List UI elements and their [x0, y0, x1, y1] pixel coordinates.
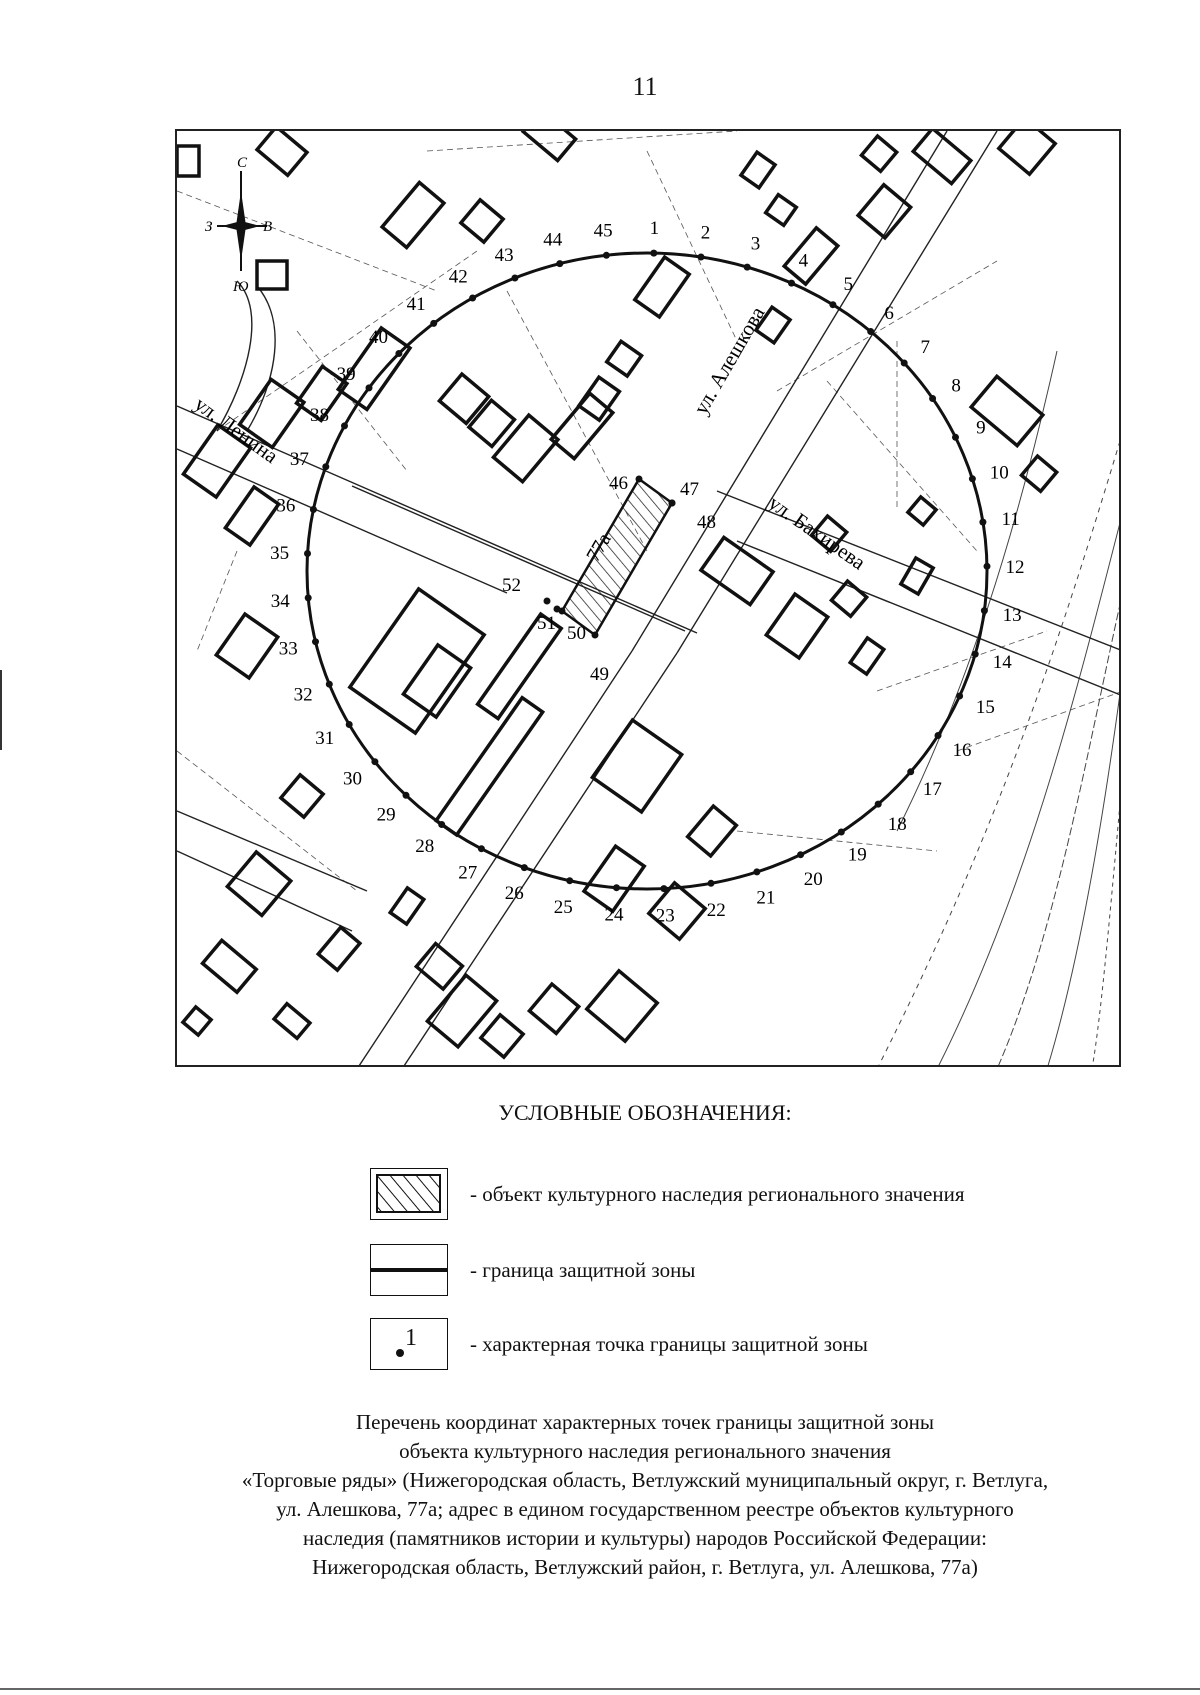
- boundary-point-label: 18: [887, 814, 907, 836]
- boundary-point-label: 24: [604, 904, 624, 926]
- boundary-point-14: [972, 651, 979, 658]
- coordinates-caption: [120, 1408, 1170, 1582]
- boundary-point-31: [346, 721, 353, 728]
- boundary-point-label: 2: [700, 222, 711, 244]
- boundary-point-label: 31: [315, 728, 335, 749]
- object-point-51: [554, 606, 561, 613]
- boundary-point-label: 4: [798, 250, 809, 272]
- boundary-point-label: 14: [992, 651, 1012, 673]
- object-point-52: [544, 598, 551, 605]
- boundary-point-32: [326, 681, 333, 688]
- boundary-point-34: [305, 594, 312, 601]
- boundary-point-41: [430, 320, 437, 327]
- boundary-point-19: [838, 829, 845, 836]
- boundary-point-15: [956, 693, 963, 700]
- boundary-point-13: [981, 607, 988, 614]
- boundary-point-label: 30: [343, 768, 362, 790]
- boundary-point-label: 35: [270, 543, 290, 565]
- boundary-point-label: 32: [293, 684, 313, 706]
- boundary-point-11: [979, 519, 986, 526]
- caption-line: «Торговые ряды» (Нижегородская область, Ветлужский муниципальный округ, г. Ветлуга,: [241, 1468, 1049, 1492]
- boundary-point-label: 44: [543, 229, 563, 251]
- caption-line: ул. Алешкова, 77а; адрес в едином государственном реестре объектов культурного: [276, 1497, 1014, 1521]
- object-point-label: 49: [590, 664, 609, 685]
- compass-west: З: [205, 219, 213, 235]
- boundary-point-label: 41: [406, 294, 426, 316]
- boundary-point-label: 3: [750, 233, 761, 255]
- boundary-point-label: 22: [706, 899, 726, 921]
- boundary-point-label: 23: [655, 905, 675, 927]
- boundary-point-40: [395, 350, 402, 357]
- boundary-point-27: [478, 845, 485, 852]
- boundary-point-25: [566, 877, 573, 884]
- boundary-point-21: [753, 868, 760, 875]
- legend-text-boundary-point: - характерная точка границы защитной зоны: [470, 1331, 868, 1356]
- boundary-point-29: [403, 792, 410, 799]
- object-point-label: 51: [537, 613, 556, 634]
- boundary-point-5: [829, 301, 836, 308]
- boundary-point-label: 45: [593, 220, 613, 242]
- boundary-point-2: [698, 254, 705, 261]
- boundary-point-17: [907, 768, 914, 775]
- boundary-point-label: 15: [975, 697, 995, 719]
- boundary-point-label: 27: [458, 862, 478, 884]
- boundary-point-icon: [370, 1318, 448, 1370]
- boundary-point-33: [312, 638, 319, 645]
- legend-text-heritage-object: - объект культурного наследия регионального значения: [470, 1181, 965, 1206]
- boundary-point-label: 21: [756, 887, 776, 909]
- boundary-point-36: [310, 506, 317, 513]
- boundary-point-label: 11: [1001, 509, 1020, 531]
- boundary-point-45: [603, 252, 610, 259]
- object-point-label: 47: [680, 479, 699, 500]
- compass-south: Ю: [233, 279, 249, 295]
- boundary-point-42: [469, 295, 476, 302]
- boundary-point-label: 39: [336, 364, 356, 385]
- boundary-points: [270, 218, 1024, 927]
- boundary-point-9: [952, 434, 959, 441]
- legend-item-boundary-point: [370, 1318, 868, 1370]
- boundary-point-20: [797, 851, 804, 858]
- boundary-point-label: 6: [884, 303, 894, 324]
- boundary-point-label: 16: [952, 739, 972, 761]
- boundary-point-7: [901, 360, 908, 367]
- boundary-point-38: [341, 422, 348, 429]
- boundary-point-10: [969, 475, 976, 482]
- margin-mark: [0, 670, 2, 750]
- boundary-point-label: 5: [843, 274, 853, 295]
- street-label-lenina: ул. Ленина: [190, 391, 283, 469]
- object-point-label: 46: [609, 473, 628, 494]
- legend-text-zone-boundary: - граница защитной зоны: [470, 1257, 696, 1282]
- object-point-49: [592, 632, 599, 639]
- boundary-point-label: 29: [376, 804, 396, 826]
- boundary-point-label: 10: [989, 462, 1009, 484]
- boundary-point-1: [650, 250, 657, 257]
- building-number-label: 77а: [582, 529, 616, 566]
- boundary-point-23: [660, 885, 667, 892]
- boundary-point-37: [322, 463, 329, 470]
- compass-north: С: [237, 155, 248, 171]
- compass-east: В: [263, 219, 273, 235]
- boundary-point-label: 42: [448, 266, 468, 288]
- boundary-point-label: 28: [415, 836, 435, 858]
- boundary-point-icon-label: 1: [405, 1325, 417, 1351]
- boundary-point-24: [613, 884, 620, 891]
- legend-item-heritage-object: [370, 1168, 964, 1220]
- boundary-point-4: [788, 280, 795, 287]
- boundary-point-label: 13: [1002, 604, 1022, 626]
- caption-line: Нижегородская область, Ветлужский район, г. Ветлуга, ул. Алешкова, 77а): [312, 1555, 978, 1579]
- caption-line: наследия (памятников истории и культуры) народов Российской Федерации:: [303, 1526, 987, 1550]
- object-point-label: 52: [502, 575, 521, 596]
- boundary-point-22: [708, 880, 715, 887]
- boundary-point-6: [867, 328, 874, 335]
- boundary-point-label: 38: [310, 405, 329, 426]
- boundary-point-26: [521, 864, 528, 871]
- caption-line: объекта культурного наследия регионального значения: [399, 1439, 891, 1463]
- boundary-point-label: 43: [494, 245, 514, 266]
- boundary-point-label: 7: [920, 337, 931, 358]
- boundary-point-3: [744, 264, 751, 271]
- boundary-point-18: [875, 801, 882, 808]
- street-label-bakhireva: ул. Бахирева: [764, 490, 871, 575]
- legend-item-zone-boundary: [370, 1244, 695, 1296]
- object-point-48: [669, 500, 676, 507]
- boundary-point-label: 19: [847, 844, 867, 866]
- boundary-point-16: [935, 732, 942, 739]
- boundary-point-label: 1: [649, 218, 660, 240]
- boundary-point-label: 40: [369, 326, 388, 348]
- boundary-point-label: 12: [1005, 556, 1025, 578]
- boundary-point-43: [511, 275, 518, 282]
- boundary-point-label: 8: [951, 375, 961, 397]
- boundary-point-label: 25: [553, 897, 573, 918]
- object-point-label: 50: [567, 623, 586, 644]
- boundary-point-28: [438, 821, 445, 828]
- hatched-rectangle-icon: [370, 1168, 448, 1220]
- boundary-point-12: [984, 563, 991, 570]
- boundary-point-label: 37: [289, 449, 309, 471]
- boundary-point-label: 17: [922, 779, 942, 801]
- site-plan-map: [175, 129, 1121, 1067]
- boundary-point-39: [366, 384, 373, 391]
- compass-rose-icon: [205, 155, 272, 295]
- caption-line: Перечень координат характерных точек границы защитной зоны: [356, 1410, 934, 1434]
- bottom-rule: [0, 1688, 1200, 1690]
- boundary-point-label: 34: [270, 591, 290, 613]
- object-point-46: [636, 476, 643, 483]
- boundary-point-35: [304, 550, 311, 557]
- thick-line-icon: [370, 1244, 448, 1296]
- street-label-aleshkova: ул. Алешкова: [688, 302, 770, 419]
- boundary-point-label: 20: [803, 868, 823, 890]
- boundary-point-30: [371, 758, 378, 765]
- boundary-point-label: 36: [276, 495, 296, 517]
- object-point-label: 48: [697, 512, 716, 533]
- boundary-point-44: [556, 260, 563, 267]
- boundary-point-label: 33: [278, 638, 298, 660]
- boundary-point-8: [929, 395, 936, 402]
- legend-title: УСЛОВНЫЕ ОБОЗНАЧЕНИЯ:: [498, 1100, 792, 1125]
- boundary-point-label: 9: [976, 417, 986, 439]
- relief-lines: [877, 351, 1121, 1067]
- page-number: 11: [632, 72, 658, 101]
- boundary-point-label: 26: [504, 882, 524, 904]
